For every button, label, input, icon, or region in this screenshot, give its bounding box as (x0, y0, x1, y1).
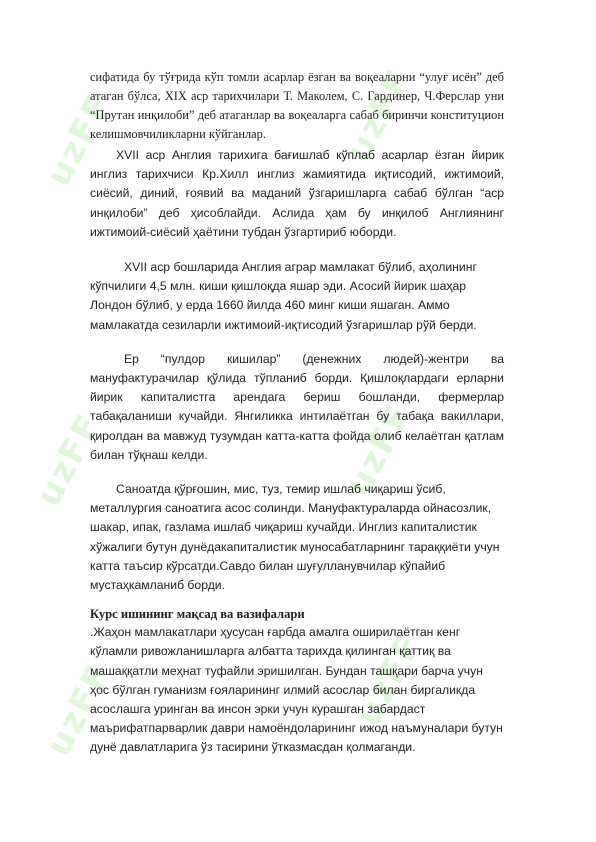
paragraph-industry: Саноатда қўрғошин, мис, туз, темир ишлаб чиқариш ўсиб, металлургия саноатига асос солинди. Мануфактураларда ойнасозлик, шакар, ипак, газлама ишлаб чиқариш кучайди. Инглиз капиталистик хўжалиги бутун дунёдакапиталистик муносабатларнинг тараққиёти учун катта таъсир кўрсатди.Савдо билан шуғулланувчилар кўпайиб мустаҳкамланиб борди. (90, 482, 500, 593)
watermark-logo: uzFF (338, 62, 420, 168)
watermark-logo: uzFF (38, 87, 120, 193)
watermark-logo: uzFF (28, 407, 110, 513)
watermark-logo: uzFF (338, 397, 420, 503)
paragraph-hill: XVII аср Англия тарихига бағишлаб кўплаб асарлар ёзган йирик инглиз тарихчиси Кр.Хилл инглиз жамиятида иқтисодий, ижтимоий, сиёсий, диний, ғоявий ва маданий ўзгаришларга сабаб бўлган “аср инқилоби” деб ҳисоблайди. Аслида ҳам бу инқилоб Англиянинг ижтимоий-сиёсий ҳаётини тубдан ўзгартириб юборди. (90, 148, 504, 239)
paragraph-goals: .Жаҳон мамлакатлари ҳусусан ғарбда амалга оширилаётган кенг кўламли ривожланишларга албатта тарихда қилинган қаттиқ ва машаққатли меҳнат туфайли эришилган. Бундан ташқари барча учун ҳос бўлган гуманизм ғояларининг илмий асослар билан биргаликда асослашга уринган ва инсон эрки учун курашган забардаст маърифатпарварлик даври намоёндоларининг ижод наъмуналари бутун дунё давлатларига ўз тасирини ўтказмасдан қолмаганди. (90, 625, 503, 755)
watermark-logo: uzFF (38, 657, 120, 763)
paragraph-land: Ер “пулдор кишилар” (денежних людей)-жентри ва мануфактурачилар қўлида тўпланиб борди. Қишлоқлардаги ерларни йирик капиталистга арендага бериш бошланди, фермерлар табақаланиши кучайди. Янгиликка интилаётган бу табақа вакиллари, қиролдан ва мавжуд тузумдан катта-катта фойда олиб келаётган қатлам билан тўқнаш келди. (90, 351, 504, 462)
paragraph-continuation: сифатида бу тўғрида кўп томли асарлар ёзган ва воқеаларни “улуғ исён” деб атаган бўлса, XIX аср тарихчилари Т. Маколем, С. Гардинер, Ч.Ферслар уни “Прутан инқилоби” деб атаганлар ва воқеаларга сабаб биринчи конституцион келишмовчиликларни кўйганлар. (90, 70, 504, 141)
paragraph-agrarian: XVII аср бошларида Англия аграр мамлакат бўлиб, аҳолининг кўпчилиги 4,5 млн. киши қишлоқда яшар эди. Асосий йирик шаҳар Лондон бўлиб, у ерда 1660 йилда 460 минг киши яшаган. Аммо мамлакатда сезиларли ижтимоий-иқтисодий ўзгаришлар рўй берди. (90, 260, 477, 332)
document-body (90, 68, 504, 758)
section-heading: Курс ишининг мақсад ва вазифалари (90, 607, 305, 622)
watermark-logo: uzFF (348, 627, 430, 733)
